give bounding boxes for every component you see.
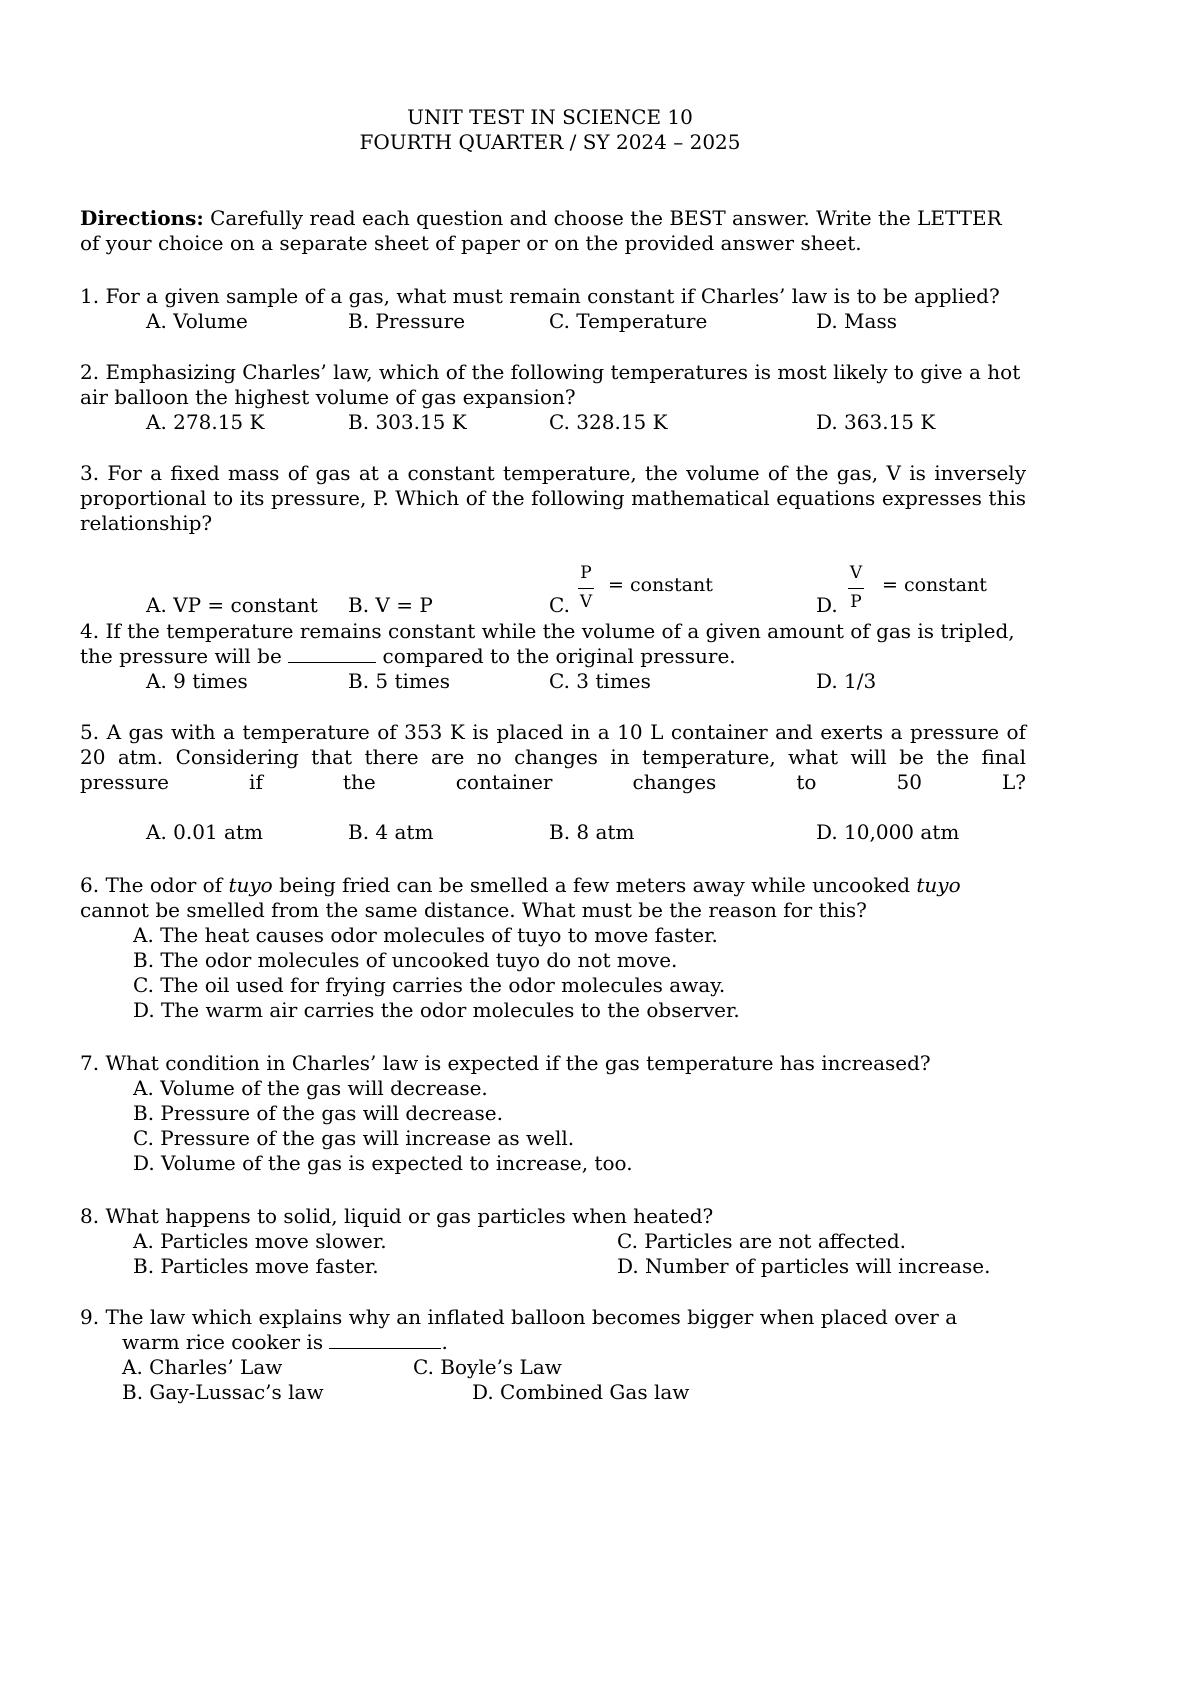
- fraction-bar: [848, 588, 864, 589]
- question-8: [80, 1204, 1026, 1279]
- question-stem: 2. Emphasizing Charles’ law, which of the following temperatures is most likely to give a hot air balloon the highest volume of gas expansion?: [80, 360, 1021, 409]
- option-b: B. The odor molecules of uncooked tuyo do not move.: [133, 948, 678, 972]
- answer-blank: [288, 644, 376, 663]
- option-c: C. 328.15 K: [549, 410, 668, 434]
- fraction-numerator: V: [849, 563, 863, 583]
- option-c: C.: [549, 593, 570, 617]
- test-subtitle: FOURTH QUARTER / SY 2024 – 2025: [359, 130, 741, 154]
- option-b: B. V = P: [348, 593, 433, 617]
- option-d: D. 10,000 atm: [816, 820, 960, 844]
- option-c: C. Temperature: [549, 309, 708, 333]
- tuyo-term: tuyo: [228, 873, 273, 897]
- directions: [80, 206, 1026, 256]
- question-stem-part: .: [441, 1330, 448, 1354]
- option-c: C. Pressure of the gas will increase as well.: [133, 1126, 575, 1150]
- option-a: A. Volume: [146, 309, 248, 333]
- options-row: [80, 309, 1026, 334]
- option-a: A. VP = constant: [146, 593, 318, 617]
- question-4: [80, 619, 1026, 694]
- options-row: [80, 669, 1026, 694]
- option-b: B. 4 atm: [348, 820, 434, 844]
- options-row: [80, 1355, 1026, 1380]
- option-c: C. The oil used for frying carries the odor molecules away.: [133, 973, 726, 997]
- question-stem-part: being fried can be smelled a few meters away while uncooked: [272, 873, 917, 897]
- option-b: B. Pressure: [348, 309, 466, 333]
- option-c: C. Particles are not affected.: [617, 1229, 907, 1253]
- question-5: [80, 720, 1026, 845]
- question-1: [80, 284, 1026, 334]
- question-2: [80, 360, 1026, 435]
- fraction-bar: [578, 588, 594, 589]
- fraction-denominator: P: [850, 592, 862, 612]
- question-stem-part: 6. The odor of: [80, 873, 229, 897]
- option-b: B. 5 times: [348, 669, 450, 693]
- question-stem: 5. A gas with a temperature of 353 K is placed in a 10 L container and exerts a pressure of 20 atm. Considering that there are no changes in temperature, what will be the final pressure if the container changes to 50 L?: [80, 720, 1026, 794]
- option-a: A. The heat causes odor molecules of tuyo to move faster.: [133, 923, 718, 947]
- options-row: [80, 561, 1026, 618]
- option-d: D.: [816, 593, 838, 617]
- question-stem: [80, 873, 1026, 923]
- fraction-constant: = constant: [608, 574, 713, 596]
- fraction-denominator: V: [579, 592, 593, 612]
- option-b: B. Particles move faster.: [133, 1254, 379, 1278]
- option-c: C. Boyle’s Law: [413, 1355, 562, 1379]
- options-row: [80, 1254, 1026, 1279]
- option-a: A. Particles move slower.: [133, 1229, 387, 1253]
- question-stem: 3. For a fixed mass of gas at a constant temperature, the volume of the gas, V is inversely proportional to its pressure, P. Which of the following mathematical equations expresses this relationship?: [80, 461, 1026, 535]
- question-7: [80, 1051, 1026, 1176]
- option-d: D. Combined Gas law: [472, 1380, 690, 1404]
- question-stem-line2: [80, 1330, 1026, 1355]
- option-d: D. 363.15 K: [816, 410, 936, 434]
- directions-text: Carefully read each question and choose the BEST answer. Write the LETTER of your choice on a separate sheet of paper or on the provided answer sheet.: [80, 206, 1002, 255]
- option-a: A. 9 times: [146, 669, 248, 693]
- option-a: A. Charles’ Law: [122, 1355, 283, 1379]
- option-b: B. Pressure of the gas will decrease.: [133, 1101, 503, 1125]
- fraction-numerator: P: [580, 563, 592, 583]
- option-c: B. 8 atm: [549, 820, 635, 844]
- page-header: [0, 105, 1100, 155]
- question-stem: [80, 619, 1026, 669]
- options-row: [80, 820, 1026, 845]
- directions-label: Directions:: [80, 206, 204, 230]
- question-stem: 9. The law which explains why an inflated balloon becomes bigger when placed over a: [80, 1305, 958, 1329]
- option-a: A. 278.15 K: [146, 410, 265, 434]
- options-row: [80, 410, 1026, 435]
- option-d: D. Number of particles will increase.: [617, 1254, 991, 1278]
- question-stem-part: warm rice cooker is: [122, 1330, 330, 1354]
- question-stem-part: cannot be smelled from the same distance. What must be the reason for this?: [80, 898, 867, 922]
- question-stem-after: compared to the original pressure.: [376, 644, 736, 668]
- question-stem: 8. What happens to solid, liquid or gas particles when heated?: [80, 1204, 714, 1228]
- fraction-constant: = constant: [882, 574, 987, 596]
- option-a: A. Volume of the gas will decrease.: [133, 1076, 488, 1100]
- option-c: C. 3 times: [549, 669, 651, 693]
- test-title: UNIT TEST IN SCIENCE 10: [407, 105, 693, 129]
- tuyo-term: tuyo: [916, 873, 961, 897]
- question-6: [80, 873, 1026, 1023]
- question-stem-before: 4. If the temperature remains constant while the volume of a given amount of gas is tripled, the pressure will be: [80, 619, 1015, 668]
- option-d: D. The warm air carries the odor molecules to the observer.: [133, 998, 740, 1022]
- answer-blank: [329, 1330, 441, 1349]
- question-9: [80, 1305, 1026, 1405]
- question-stem: 7. What condition in Charles’ law is expected if the gas temperature has increased?: [80, 1051, 931, 1075]
- question-3: [80, 461, 1026, 618]
- options-row: [80, 1229, 1026, 1254]
- option-d: D. Mass: [816, 309, 897, 333]
- option-d: D. 1/3: [816, 669, 877, 693]
- options-row: [80, 1380, 1026, 1405]
- option-b: B. Gay-Lussac’s law: [122, 1380, 324, 1404]
- question-stem: 1. For a given sample of a gas, what must remain constant if Charles’ law is to be applied?: [80, 284, 1000, 308]
- option-d: D. Volume of the gas is expected to increase, too.: [133, 1151, 633, 1175]
- option-a: A. 0.01 atm: [146, 820, 263, 844]
- option-b: B. 303.15 K: [348, 410, 467, 434]
